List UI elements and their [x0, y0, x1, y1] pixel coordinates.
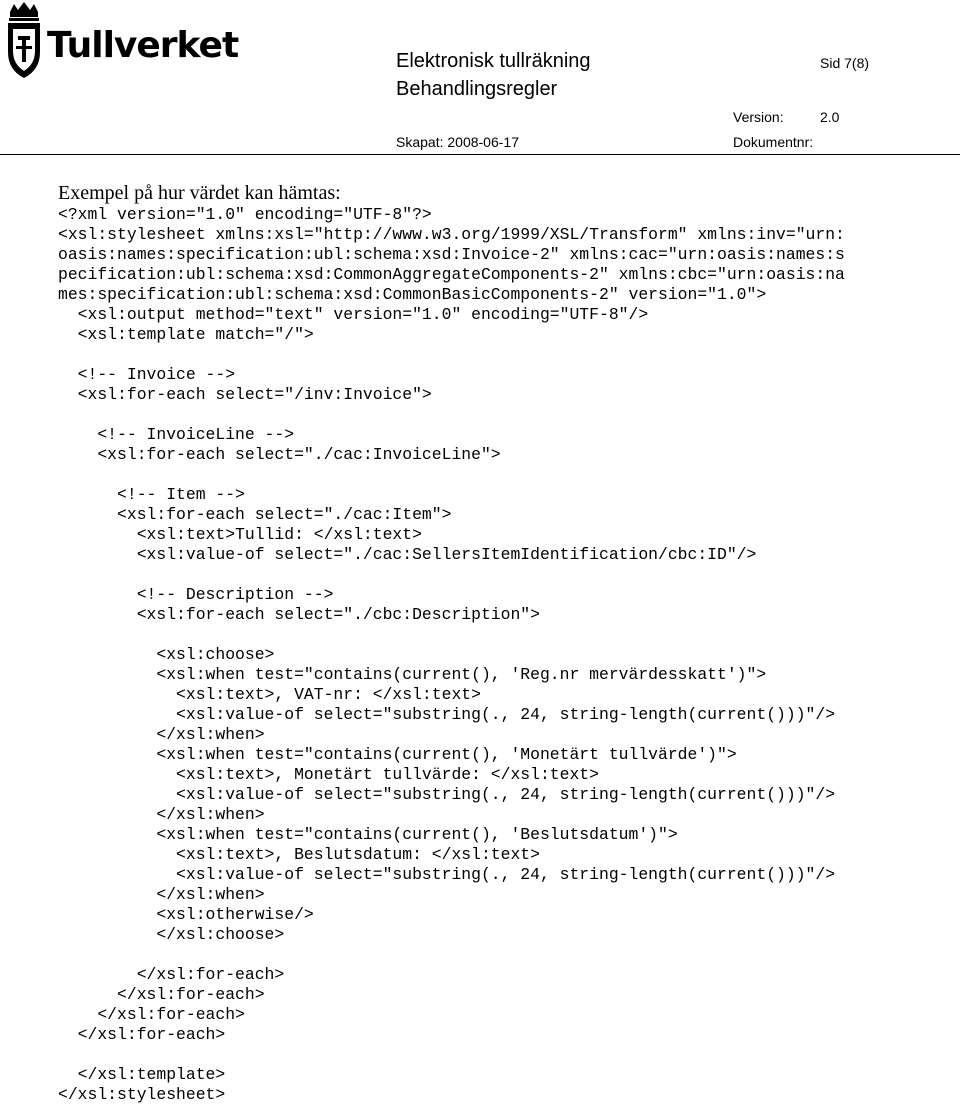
code-line: <xsl:value-of select="./cac:SellersItemIdentification/cbc:ID"/>: [58, 545, 757, 564]
code-line: <xsl:for-each select="./cac:Item">: [58, 505, 452, 524]
code-line: </xsl:when>: [58, 885, 265, 904]
code-line: <xsl:for-each select="./cac:InvoiceLine">: [58, 445, 501, 464]
code-line: <!-- Description -->: [58, 585, 334, 604]
code-line: <!-- Invoice -->: [58, 365, 236, 384]
header-divider: [0, 154, 960, 155]
code-line: </xsl:choose>: [58, 925, 285, 944]
code-line: </xsl:stylesheet>: [58, 1085, 226, 1104]
code-line: <xsl:when test="contains(current(), 'Beslutsdatum')">: [58, 825, 678, 844]
section-heading: Exempel på hur värdet kan hämtas:: [58, 182, 341, 204]
document-number-label: Dokumentnr:: [733, 134, 814, 150]
document-title: Elektronisk tullräkning: [396, 50, 591, 72]
code-line: <xsl:output method="text" version="1.0" encoding="UTF-8"/>: [58, 305, 649, 324]
code-line: <xsl:template match="/">: [58, 325, 314, 344]
code-line: <!-- Item -->: [58, 485, 245, 504]
created-date: Skapat: 2008-06-17: [396, 134, 519, 150]
code-line: </xsl:template>: [58, 1065, 226, 1084]
crown-crest-icon: [4, 2, 44, 80]
code-line: <xsl:stylesheet xmlns:xsl="http://www.w3.org/1999/XSL/Transform" xmlns:inv="urn:: [58, 225, 845, 244]
code-line: </xsl:when>: [58, 725, 265, 744]
version-value: 2.0: [820, 109, 840, 125]
code-line: <xsl:value-of select="substring(., 24, string-length(current()))"/>: [58, 865, 836, 884]
code-line: <xsl:text>Tullid: </xsl:text>: [58, 525, 422, 544]
code-line: pecification:ubl:schema:xsd:CommonAggregateComponents-2" xmlns:cbc="urn:oasis:na: [58, 265, 845, 284]
document-subtitle: Behandlingsregler: [396, 78, 558, 100]
code-line: <xsl:value-of select="substring(., 24, string-length(current()))"/>: [58, 705, 836, 724]
code-line: <!-- InvoiceLine -->: [58, 425, 295, 444]
version-label: Version:: [733, 109, 784, 125]
code-line: <xsl:text>, VAT-nr: </xsl:text>: [58, 685, 481, 704]
code-line: </xsl:for-each>: [58, 1005, 245, 1024]
code-line: oasis:names:specification:ubl:schema:xsd:Invoice-2" xmlns:cac="urn:oasis:names:s: [58, 245, 845, 264]
code-line: <xsl:value-of select="substring(., 24, string-length(current()))"/>: [58, 785, 836, 804]
code-line: <xsl:text>, Beslutsdatum: </xsl:text>: [58, 845, 540, 864]
code-line: </xsl:for-each>: [58, 965, 285, 984]
code-line: <xsl:when test="contains(current(), 'Reg.nr mervärdesskatt')">: [58, 665, 767, 684]
brand-name: Tullverket: [47, 25, 239, 66]
code-line: <xsl:otherwise/>: [58, 905, 314, 924]
code-line: </xsl:for-each>: [58, 985, 265, 1004]
code-line: </xsl:for-each>: [58, 1025, 226, 1044]
page-number: Sid 7(8): [820, 55, 870, 71]
page-header: [0, 0, 960, 160]
code-line: <xsl:when test="contains(current(), 'Monetärt tullvärde')">: [58, 745, 737, 764]
xsl-code-block: [58, 205, 845, 1105]
code-line: <xsl:for-each select="/inv:Invoice">: [58, 385, 432, 404]
code-line: mes:specification:ubl:schema:xsd:CommonBasicComponents-2" version="1.0">: [58, 285, 767, 304]
code-line: <xsl:for-each select="./cbc:Description">: [58, 605, 540, 624]
tullverket-logo: [4, 2, 264, 82]
code-line: </xsl:when>: [58, 805, 265, 824]
code-line: <?xml version="1.0" encoding="UTF-8"?>: [58, 205, 432, 224]
code-line: <xsl:choose>: [58, 645, 275, 664]
code-line: <xsl:text>, Monetärt tullvärde: </xsl:text>: [58, 765, 599, 784]
